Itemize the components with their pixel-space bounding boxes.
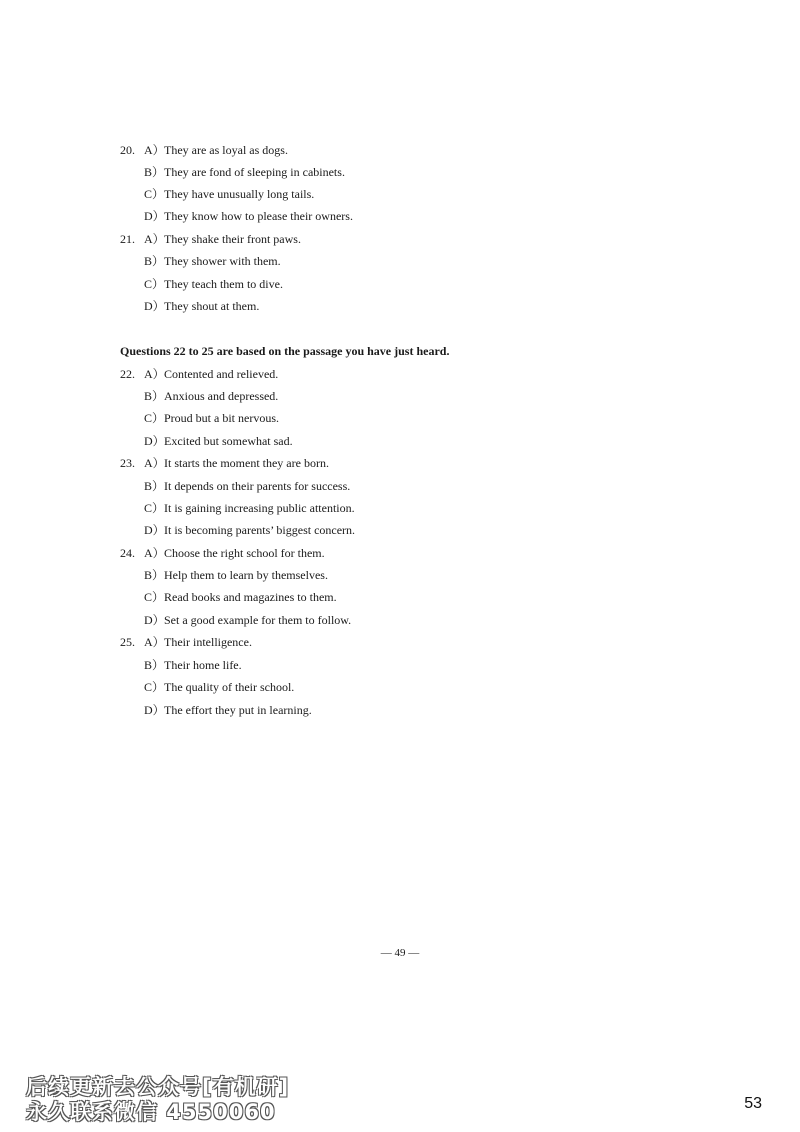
option-text: They shout at them. bbox=[164, 299, 260, 313]
question-24-option-b bbox=[144, 567, 328, 583]
option-letter: A） bbox=[144, 232, 165, 246]
question-number: 23. bbox=[120, 456, 135, 470]
option-text: Proud but a bit nervous. bbox=[164, 411, 279, 425]
option-text: It is gaining increasing public attention. bbox=[164, 501, 355, 515]
option-text: It starts the moment they are born. bbox=[164, 456, 329, 470]
option-letter: B） bbox=[144, 165, 165, 179]
option-letter: B） bbox=[144, 479, 165, 493]
question-25-option-b bbox=[144, 657, 242, 673]
question-23-option-c bbox=[144, 500, 355, 516]
corner-page-number: 53 bbox=[744, 1095, 762, 1112]
option-letter: D） bbox=[144, 523, 165, 537]
question-25 bbox=[120, 634, 252, 650]
question-number: 24. bbox=[120, 546, 135, 560]
option-text: Choose the right school for them. bbox=[164, 546, 325, 560]
question-23 bbox=[120, 455, 329, 471]
watermark-line-1: 后续更新去公众号[有机研] bbox=[26, 1075, 290, 1099]
option-text: They know how to please their owners. bbox=[164, 209, 353, 223]
option-letter: A） bbox=[144, 143, 165, 157]
option-letter: B） bbox=[144, 658, 165, 672]
question-21-option-d bbox=[144, 298, 259, 314]
question-number: 25. bbox=[120, 635, 135, 649]
option-letter: B） bbox=[144, 254, 165, 268]
option-letter: B） bbox=[144, 568, 165, 582]
option-letter: D） bbox=[144, 703, 165, 717]
question-22-option-c bbox=[144, 410, 279, 426]
question-20-option-b bbox=[144, 164, 345, 180]
option-text: They are fond of sleeping in cabinets. bbox=[164, 165, 345, 179]
question-25-option-d bbox=[144, 702, 312, 718]
question-22-option-d bbox=[144, 433, 293, 449]
option-text: Their home life. bbox=[164, 658, 242, 672]
option-letter: D） bbox=[144, 209, 165, 223]
option-letter: C） bbox=[144, 411, 165, 425]
option-letter: A） bbox=[144, 367, 165, 381]
question-20-option-d bbox=[144, 208, 353, 224]
question-21-option-c bbox=[144, 276, 283, 292]
option-text: Read books and magazines to them. bbox=[164, 590, 337, 604]
question-25-option-c bbox=[144, 679, 294, 695]
option-text: They shower with them. bbox=[164, 254, 281, 268]
option-text: Their intelligence. bbox=[164, 635, 252, 649]
question-23-option-b bbox=[144, 478, 350, 494]
question-20 bbox=[120, 142, 288, 158]
watermark-line-2: 永久联系微信 4550060 bbox=[26, 1100, 276, 1124]
question-24 bbox=[120, 545, 325, 561]
option-letter: D） bbox=[144, 299, 165, 313]
question-number: 22. bbox=[120, 367, 135, 381]
question-22-option-b bbox=[144, 388, 278, 404]
option-letter: C） bbox=[144, 277, 165, 291]
page-number: — 49 — bbox=[380, 947, 420, 959]
question-21 bbox=[120, 231, 301, 247]
option-text: They teach them to dive. bbox=[164, 277, 283, 291]
option-letter: A） bbox=[144, 546, 165, 560]
option-text: They are as loyal as dogs. bbox=[164, 143, 288, 157]
option-text: Set a good example for them to follow. bbox=[164, 613, 352, 627]
option-text: It is becoming parents’ biggest concern. bbox=[164, 523, 356, 537]
section-heading: Questions 22 to 25 are based on the passage you have just heard. bbox=[120, 344, 450, 358]
question-24-option-c bbox=[144, 589, 337, 605]
option-text: They shake their front paws. bbox=[164, 232, 301, 246]
option-letter: A） bbox=[144, 635, 165, 649]
option-text: The effort they put in learning. bbox=[164, 703, 312, 717]
question-20-option-c bbox=[144, 186, 314, 202]
question-22 bbox=[120, 366, 278, 382]
option-letter: C） bbox=[144, 187, 165, 201]
option-text: Contented and relieved. bbox=[164, 367, 279, 381]
option-text: Help them to learn by themselves. bbox=[164, 568, 328, 582]
option-letter: A） bbox=[144, 456, 165, 470]
question-number: 21. bbox=[120, 232, 135, 246]
option-letter: C） bbox=[144, 680, 165, 694]
option-letter: D） bbox=[144, 434, 165, 448]
question-21-option-b bbox=[144, 253, 281, 269]
option-text: Excited but somewhat sad. bbox=[164, 434, 293, 448]
option-text: It depends on their parents for success. bbox=[164, 479, 351, 493]
option-letter: B） bbox=[144, 389, 165, 403]
question-23-option-d bbox=[144, 522, 355, 538]
option-text: Anxious and depressed. bbox=[164, 389, 279, 403]
option-letter: C） bbox=[144, 590, 165, 604]
option-text: They have unusually long tails. bbox=[164, 187, 315, 201]
watermark bbox=[26, 1075, 289, 1125]
option-letter: D） bbox=[144, 613, 165, 627]
option-text: The quality of their school. bbox=[164, 680, 295, 694]
question-24-option-d bbox=[144, 612, 351, 628]
option-letter: C） bbox=[144, 501, 165, 515]
question-number: 20. bbox=[120, 143, 135, 157]
